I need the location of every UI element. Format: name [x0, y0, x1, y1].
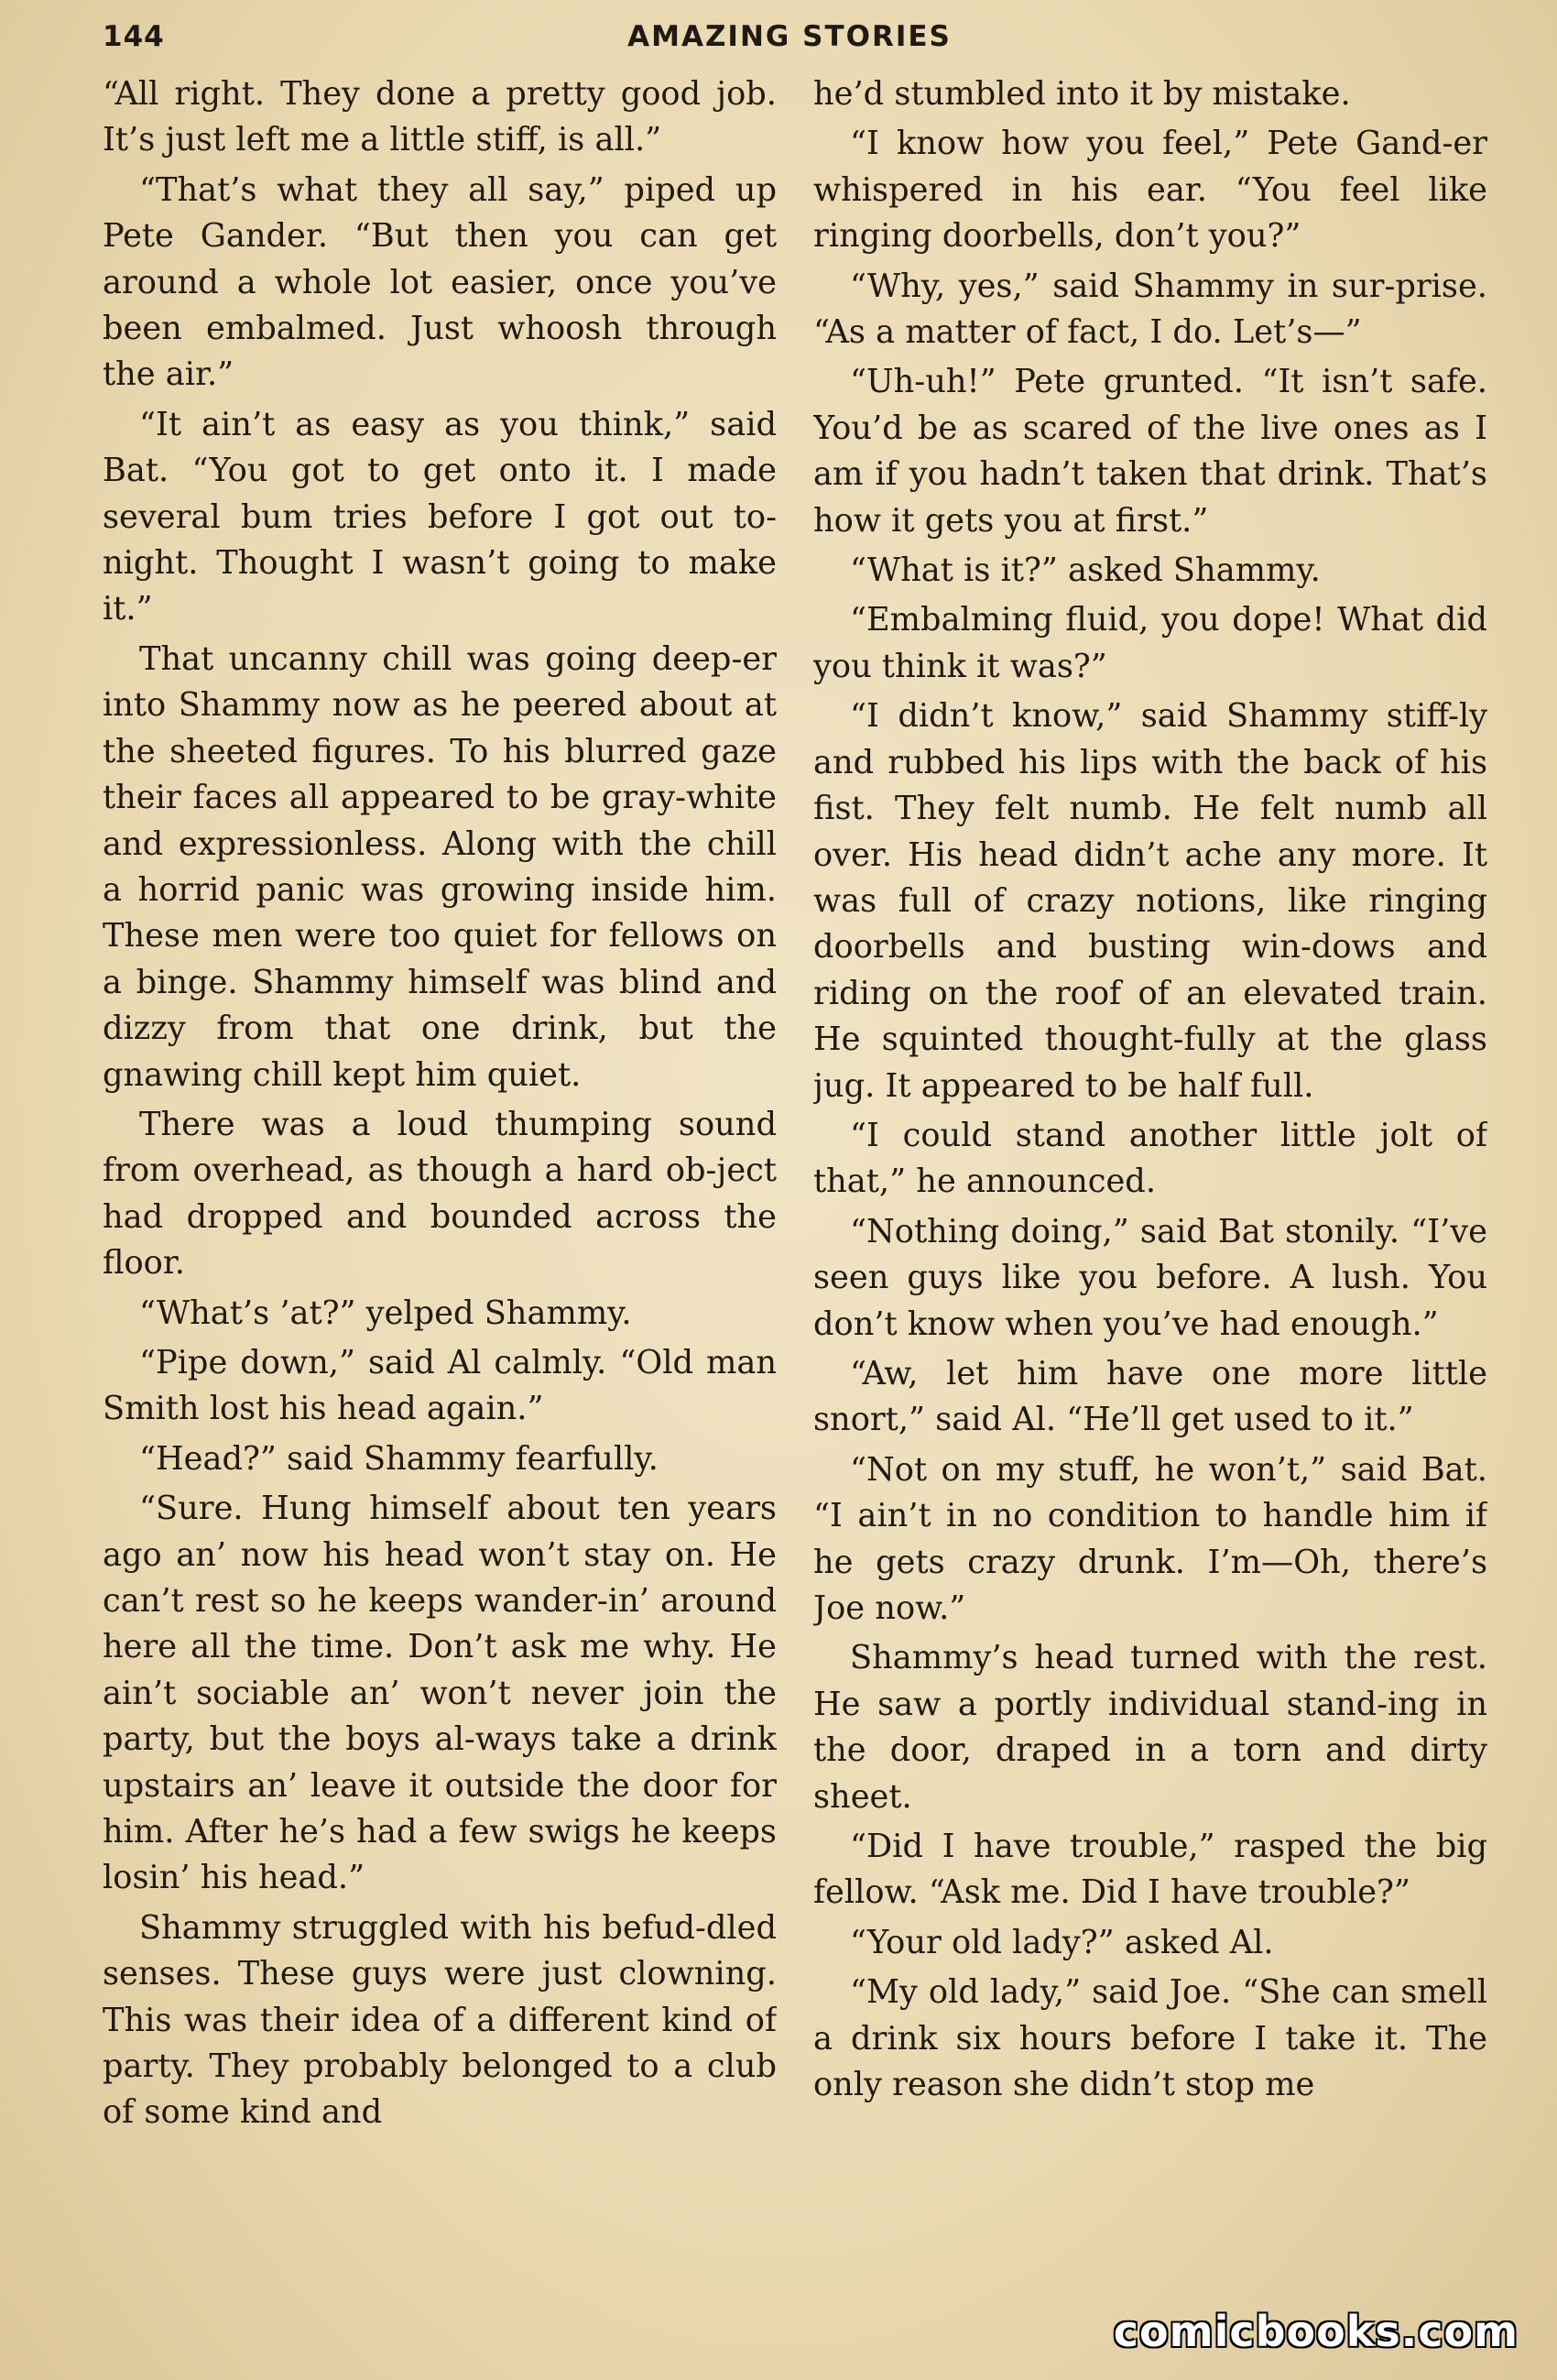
- paragraph: “Embalming fluid, you dope! What did you think it was?”: [813, 601, 1487, 685]
- paragraph: There was a loud thumping sound from overhead, as though a hard ob-ject had dropped and bounded across the floor.: [103, 1105, 777, 1283]
- paragraph: “It ain’t as easy as you think,” said Bat. “You got to get onto it. I made several bum tries before I got out to-night. Thought I wasn’t going to make it.”: [103, 405, 777, 628]
- paragraph: “Head?” said Shammy fearfully.: [139, 1439, 659, 1478]
- paragraph: “What’s ’at?” yelped Shammy.: [139, 1294, 632, 1332]
- paragraph: “That’s what they all say,” piped up Pete Gander. “But then you can get around a whole lot easier, once you’ve been embalmed. Just whoosh through the air.”: [103, 170, 777, 394]
- paragraph: he’d stumbled into it by mistake.: [813, 75, 1351, 113]
- paragraph: “All right. They done a pretty good job. It’s just left me a little stiff, is all.”: [103, 75, 777, 159]
- paragraph: “Not on my stuff, he won’t,” said Bat. “I ain’t in no condition to handle him if he gets crazy drunk. I’m—Oh, there’s Joe now.”: [813, 1450, 1487, 1627]
- paragraph: “Uh-uh!” Pete grunted. “It isn’t safe. You’d be as scared of the live ones as I am if you hadn’t taken that drink. That’s how it gets you at first.”: [813, 363, 1487, 540]
- paragraph: “I could stand another little jolt of that,” he announced.: [813, 1116, 1487, 1201]
- page-header: [103, 20, 1476, 64]
- paragraph: “My old lady,” said Joe. “She can smell a drink six hours before I take it. The only reason she didn’t stop me: [813, 1973, 1487, 2104]
- watermark: comicbooks.com: [1113, 2307, 1519, 2356]
- paragraph: “I know how you feel,” Pete Gand-er whispered in his ear. “You feel like ringing doorbells, don’t you?”: [813, 125, 1487, 256]
- paragraph: “Aw, let him have one more little snort,” said Al. “He’ll get used to it.”: [813, 1354, 1487, 1439]
- paragraph: “Nothing doing,” said Bat stonily. “I’ve seen guys like you before. A lush. You don’t know when you’ve had enough.”: [813, 1212, 1487, 1343]
- paragraph: Shammy struggled with his befud-dled senses. These guys were just clowning. This was their idea of a different kind of party. They probably belonged to a club of some kind and: [103, 1908, 777, 2132]
- paragraph: “What is it?” asked Shammy.: [850, 551, 1321, 590]
- paragraph: “I didn’t know,” said Shammy stiff-ly and rubbed his lips with the back of his fist. They felt numb. He felt numb all over. His head didn’t ache any more. It was full of crazy notions, like ringing doorbells and busting win-dows and riding on the roof of an elevated train. He squinted thought-fully at the glass jug. It appeared to be half full.: [813, 697, 1487, 1105]
- page-number: 144: [103, 20, 165, 53]
- right-column: [813, 71, 1487, 2288]
- paragraph: “Did I have trouble,” rasped the big fellow. “Ask me. Did I have trouble?”: [813, 1828, 1487, 1912]
- left-column: [103, 71, 777, 2288]
- paragraph: Shammy’s head turned with the rest. He saw a portly individual stand-ing in the door, draped in a torn and dirty sheet.: [813, 1639, 1487, 1816]
- paragraph: That uncanny chill was going deep-er into Shammy now as he peered about at the sheeted figures. To his blurred gaze their faces all appeared to be gray-white and expressionless. Along with the chill a horrid panic was growing inside him. These men were too quiet for fellows on a binge. Shammy himself was blind and dizzy from that one drink, but the gnawing chill kept him quiet.: [103, 639, 777, 1094]
- paragraph: “Sure. Hung himself about ten years ago an’ now his head won’t stay on. He can’t rest so he keeps wander-in’ around here all the time. Don’t ask me why. He ain’t sociable an’ won’t never join the party, but the boys al-ways take a drink upstairs an’ leave it outside the door for him. After he’s had a few swigs he keeps losin’ his head.”: [103, 1490, 777, 1897]
- paragraph: “Pipe down,” said Al calmly. “Old man Smith lost his head again.”: [103, 1343, 777, 1428]
- paragraph: “Your old lady?” asked Al.: [850, 1923, 1274, 1961]
- paragraph: “Why, yes,” said Shammy in sur-prise. “As a matter of fact, I do. Let’s—”: [813, 267, 1487, 352]
- running-title: AMAZING STORIES: [627, 20, 952, 53]
